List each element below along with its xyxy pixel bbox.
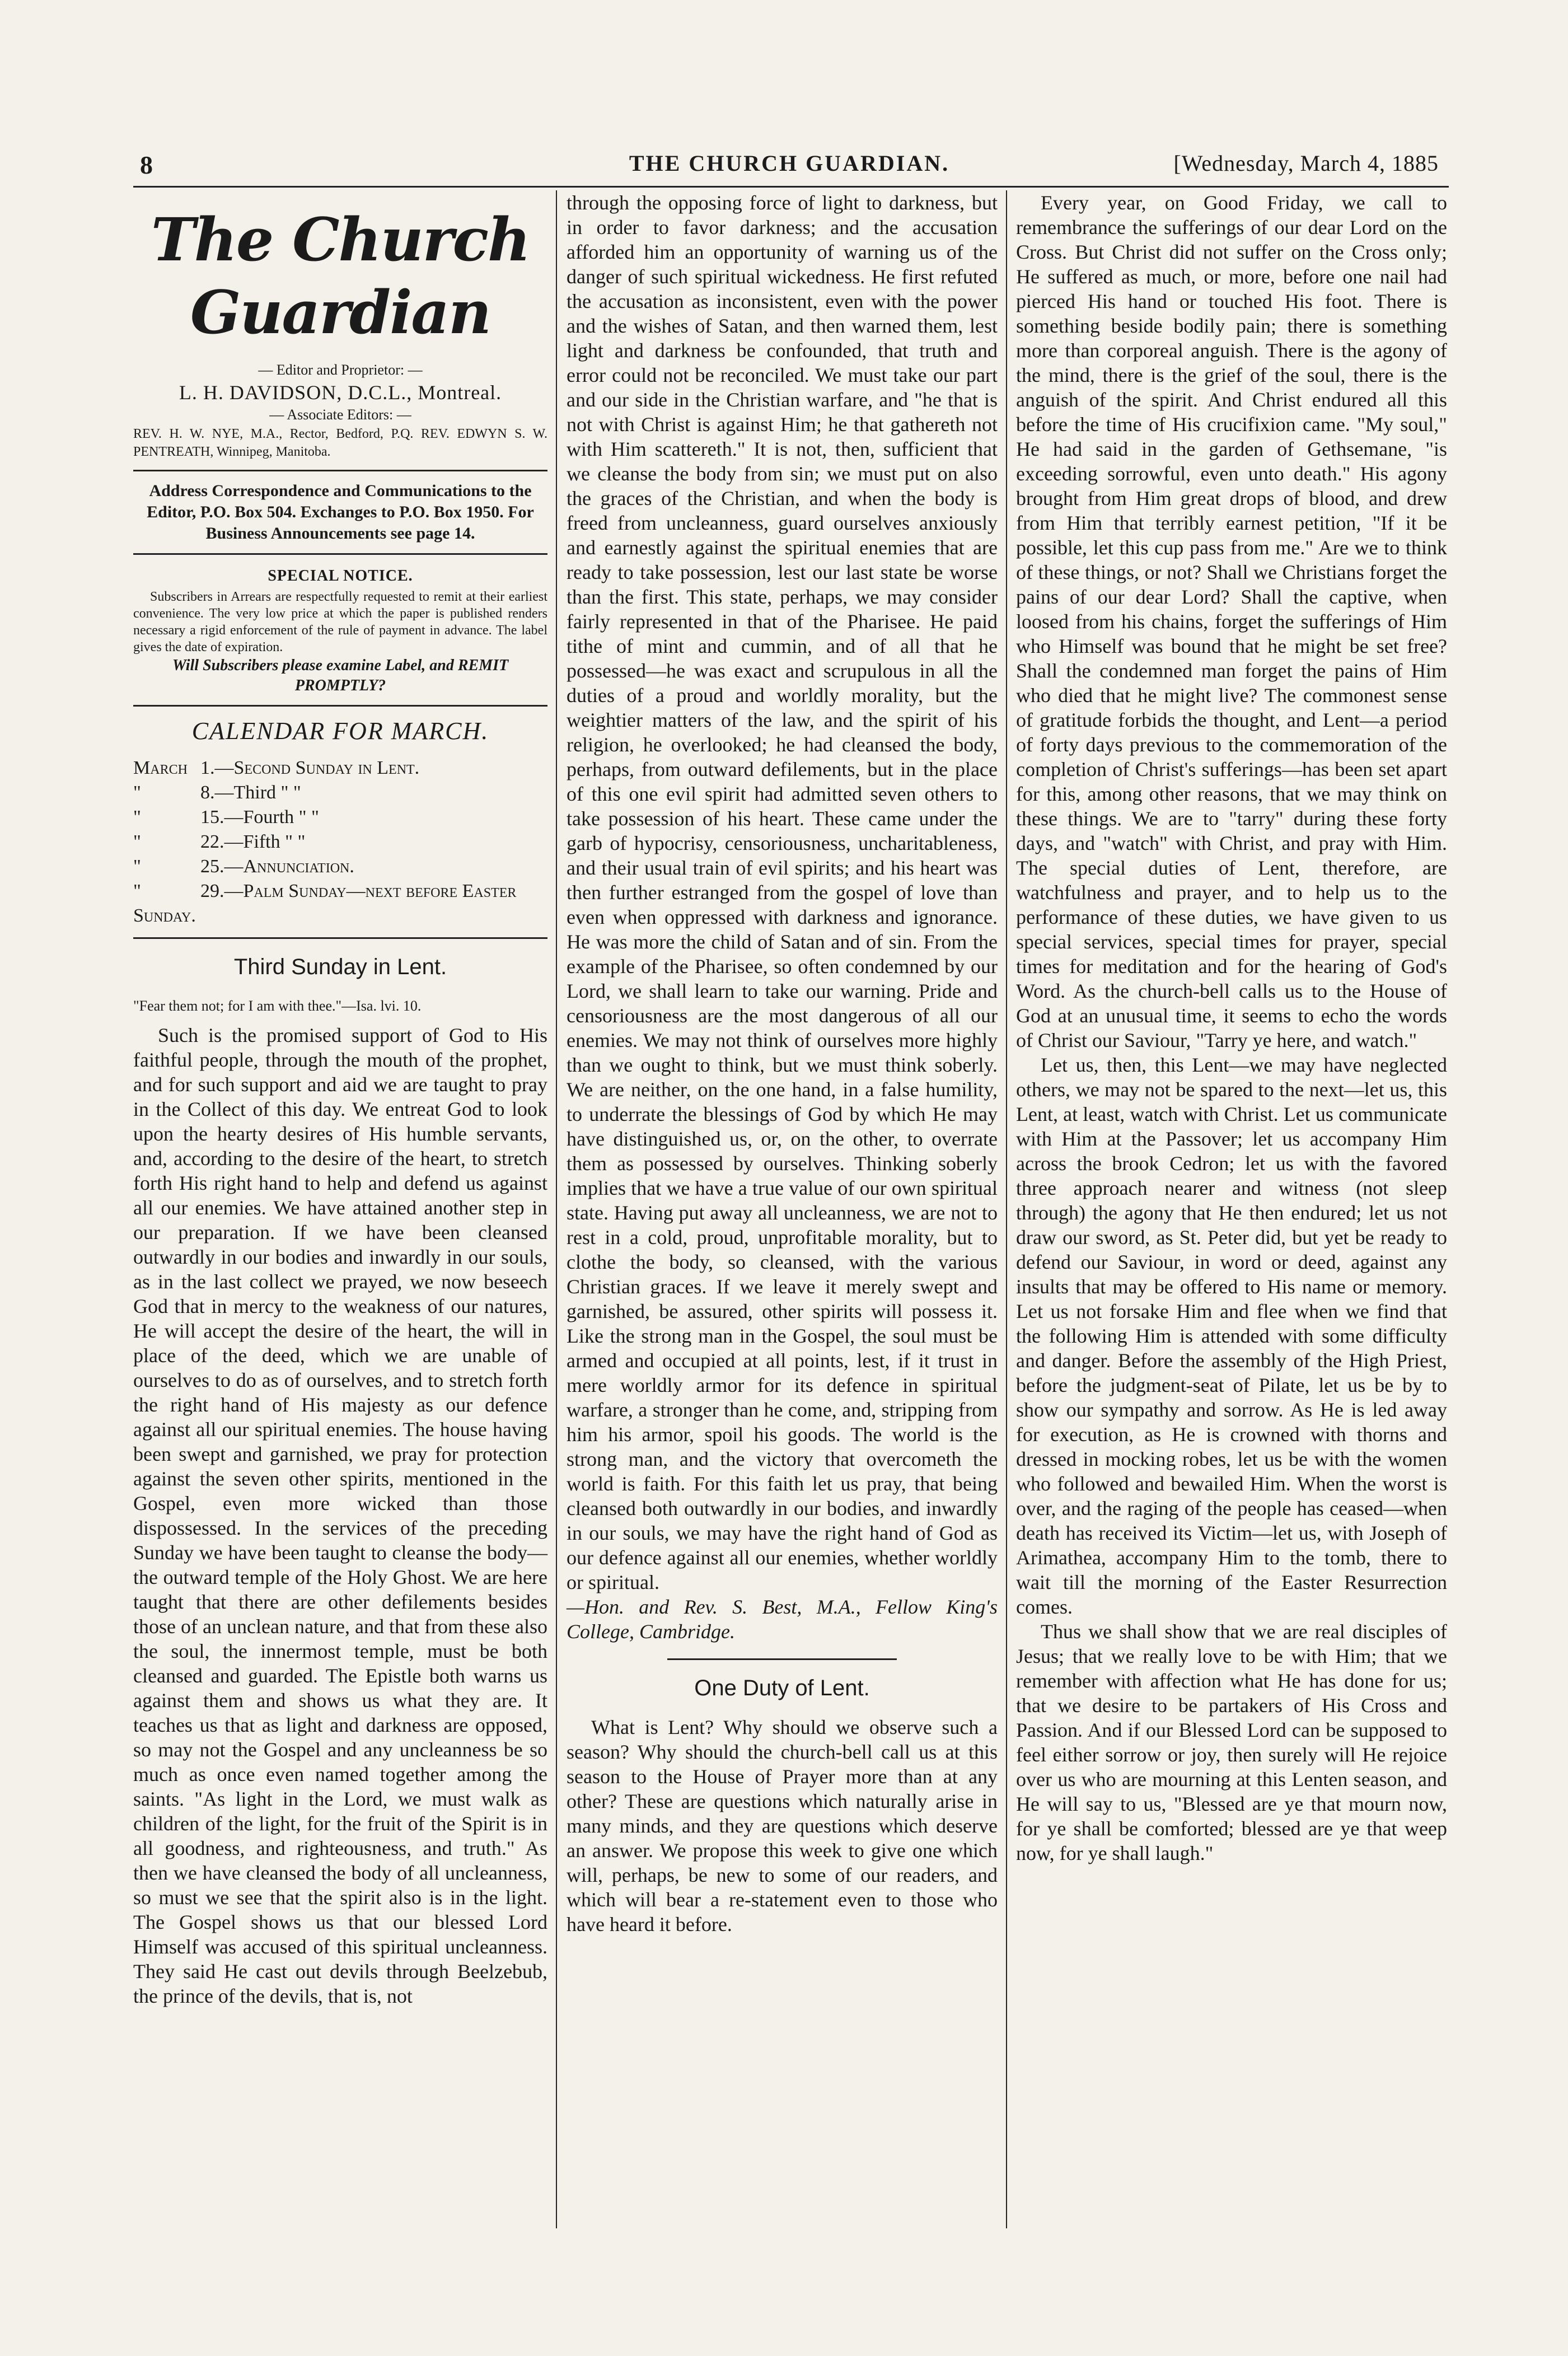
masthead-divider — [133, 470, 547, 471]
calendar-entry: 29.—Palm Sunday—next before Easter Sunday. — [133, 881, 517, 926]
article-body: What is Lent? Why should we observe such a season? Why should the church-bell call us at this season to the House of Prayer more than at any other? These are questions which naturally arise in many minds, and they are questions which deserve an answer. We propose this week to give one which will, perhaps, be new to some of our readers, and which will bear a re-statement even to those who have heard it before. — [567, 1716, 998, 1936]
running-head — [140, 150, 1439, 189]
special-notice-heading: SPECIAL NOTICE. — [268, 567, 413, 585]
article-epigraph: "Fear them not; for I am with thee."—Isa. lvi. 10. — [133, 998, 422, 1014]
calendar-row — [133, 854, 547, 879]
article-paragraph: Let us, then, this Lent—we may have neglected others, we may not be spared to the next—let us, this Lent, at least, watch with Christ. Let us communicate with Him at the Passover; let us accompany Him across the brook Cedron; let us with the favored three approach nearer and witness (not sleep through) the agony that He then endured; let us not draw our sword, as St. Peter did, but yet be ready to defend our Saviour, in word or deed, against any insults that may be offered to His name or memory. Let us not forsake Him and flee when we find that the following Him is attended with some difficulty and danger. Before the assembly of the High Priest, before the judgment-seat of Pilate, let us be by to show our sympathy and sorrow. As He is led away for execution, as He is crowned with thorns and dressed in mocking robes, let us be with the women who followed and bewailed Him. When the worst is over, and the raging of the people has ceased—when death has received its Victim—let us, with Joseph of Arimathea, accompany Him to the tomb, there to wait till the morning of the Easter Resurrection comes. — [1016, 1054, 1447, 1618]
address-divider — [133, 553, 547, 555]
header-rule — [133, 186, 1449, 188]
calendar-entry: 22.—Fifth " " — [200, 831, 306, 852]
calendar-month: " — [133, 881, 141, 901]
calendar-month: " — [133, 782, 141, 803]
calendar-entry: 8.—Third " " — [200, 782, 301, 803]
calendar-row — [133, 879, 547, 928]
issue-date: [Wednesday, March 4, 1885 — [1173, 151, 1439, 176]
article-signature: —Hon. and Rev. S. Best, M.A., Fellow King's College, Cambridge. — [567, 1596, 998, 1643]
address-notice: Address Correspondence and Communications to the Editor, P.O. Box 504. Exchanges to P.O. Box 1950. For Business Announcements see page 14. — [147, 482, 534, 543]
calendar-row — [133, 830, 547, 854]
calendar-row — [133, 756, 547, 780]
article-body-continued: through the opposing force of light to darkness, but in order to favor darkness; and the accusation afforded him an opportunity of warning us of the danger of such spiritual wickedness. He first refuted the accusation as inconsistent, even with the power and the wishes of Satan, and then warned them, lest light and darkness be confounded, that truth and error could not be reconciled. We must take our part and our side in the Christian warfare, and "he that is not with Christ is against Him; he that gathereth not with Him scattereth." It is not, then, sufficient that we cleanse the body from sin; we must put on also the graces of the Christian, and when the body is freed from uncleanness, guard ourselves anxiously and earnestly against the spiritual enemies that are ready to take possession, lest our last state be worse than the first. This state, perhaps, we may consider fairly represented in that of the Pharisee. He paid tithe of mint and cummin, and of all that he possessed—he was exact and scrupulous in all the duties of a proud and worldly morality, but the weightier matters of the law, and the spirit of his religion, he overlooked; he had cleansed the body, perhaps, from outward defilements, but in the place of this one evil spirit had admitted seven others to take possession of his heart. These came under the garb of hypocrisy, censoriousness, uncharitableness, and their usual train of evil spirits; and his heart was then further estranged from the gospel of love than even when oppressed with darkness and ignorance. He was more the child of Satan and of sin. From the example of the Pharisee, so often condemned by our Lord, we shall learn to take our warning. Pride and censoriousness are the most dangerous of all our enemies. We may not think of ourselves more highly than we ought to think, but we must think soberly. We are neither, on the one hand, in a false humility, to underrate the blessings of God by which He may have distinguished us, or, on the other, to overrate them as possessed by ourselves. Thinking soberly implies that we have a true value of our own spiritual state. Having put away all uncleanness, we are not to rest in a cold, proud, unprofitable morality, but to clothe the body, so cleansed, with the various Christian graces. If we leave it merely swept and garnished, be assured, other spirits will possess it. Like the strong man in the Gospel, the soul must be armed and occupied at all points, lest, if it trust in mere worldly armor for its defence in spiritual warfare, a stronger than he come, and, stripping from him his armor, spoil his goods. The world is the strong man, and the victory that overcometh the world is faith. For this faith let us pray, that being cleansed both outwardly in our bodies, and inwardly in our souls, we may have the right hand of God as our defence against all our enemies, whether worldly or spiritual. — [567, 191, 998, 1593]
article-paragraph: Every year, on Good Friday, we call to remembrance the sufferings of our dear Lord on the Cross. But Christ did not suffer on the Cross only; He suffered as much, or more, before one nail had pierced His hand or touched His foot. There is something beside bodily pain; there is something more than corporeal anguish. There is the agony of the mind, there is the grief of the soul, there is the anguish of the spirit. And Christ endured all this before the time of His crucifixion came. "My soul," He had said in the garden of Gethsemane, "is exceeding sorrowful, even unto death." His agony brought from Him great drops of blood, and drew from Him that terribly earnest petition, "If it be possible, let this cup pass from me." Are we to think of these things, or not? Shall we Christians forget the pains of our dear Lord? Shall the captive, when loosed from his chains, forget the sufferings of Him who Himself was bound that he might be set free? Shall the condemned man forget the pains of Him who died that he might live? The commonest sense of gratitude forbids the thought, and Lent—a period of forty days previous to the commemoration of the completion of Christ's sufferings—has been set apart for this, among other reasons, that we may think on these things. We are to "tarry" during these forty days, and "watch" with Christ, and pray with Him. The special duties of Lent, therefore, are watchfulness and prayer, and to help us to the performance of these duties, we have given to us special services, special times for prayer, special times for meditation and for the hearing of God's Word. As the church-bell calls us to the House of God at an unusual time, it seems to echo the words of Christ our Saviour, "Tarry ye here, and watch." — [1016, 191, 1447, 1051]
calendar-divider — [133, 937, 547, 939]
calendar-entry: 15.—Fourth " " — [200, 807, 319, 828]
column-1 — [133, 199, 547, 2008]
column-rule-1 — [556, 190, 557, 2228]
column-2 — [567, 190, 998, 1937]
editor-name: L. H. DAVIDSON, D.C.L., Montreal. — [179, 381, 502, 404]
editor-label: — Editor and Proprietor: — — [258, 362, 423, 378]
column-rule-2 — [1006, 190, 1007, 2228]
article-heading-third-sunday: Third Sunday in Lent. — [233, 955, 447, 979]
calendar-month: " — [133, 807, 141, 828]
calendar-row — [133, 780, 547, 805]
page-number: 8 — [140, 151, 153, 179]
calendar-title: CALENDAR FOR MARCH. — [191, 717, 489, 745]
article-body: Such is the promised support of God to His faithful people, through the mouth of the prophet, and for such support and aid we are taught to pray in the Collect of this day. We entreat God to look upon the hearty desires of His humble servants, and, according to the desire of the heart, to stretch forth His right hand to help and defend us against all our enemies. We have attained another step in our preparation. If we have been cleansed outwardly in our bodies and inwardly in our souls, as in the last collect we prayed, we now beseech God that in mercy to the weakness of our natures, He will accept the desire of the heart, the will in place of the deed, which we are unable of ourselves to do as of ourselves, and to stretch forth the right hand of His majesty as our defence against all our spiritual enemies. The house having been swept and garnished, we pray for protection against the seven other spirits, mentioned in the Gospel, even more wicked than those dispossessed. In the services of the preceding Sunday we have been taught to cleanse the body—the outward temple of the Holy Ghost. We are here taught that there are other defilements besides those of an unclean nature, and that from these also the soul, the innermost temple, must be both cleansed and guarded. The Epistle both warns us against them and shows us what they are. It teaches us that as light and darkness are opposed, so may not the Gospel and any uncleanness be so much as once even named together among the saints. "As light in the Lord, we must walk as children of the light, for the fruit of the Spirit is in all goodness, and righteousness, and truth." As then we have cleansed the body of all uncleanness, so must we see that the spirit also is in the light. The Gospel shows us that our blessed Lord Himself was accused of this spiritual uncleanness. They said He cast out devils through Beelzebub, the prince of the devils, that is, not — [133, 1024, 547, 2007]
article-paragraph: Thus we shall show that we are real disciples of Jesus; that we really love to be with Him; that we remember with affection what He has done for us; that we desire to be partakers of His Cross and Passion. And if our Blessed Lord can be supposed to feel either sorrow or joy, then surely will He rejoice over us who are mourning at this Lenten season, and He will say to us, "Blessed are ye that mourn now, for ye shall be comforted; blessed are ye that weep now, for ye shall laugh." — [1016, 1620, 1447, 1864]
calendar-entry: 1.—Second Sunday in Lent. — [200, 758, 420, 778]
remit-call: Will Subscribers please examine Label, and REMIT PROMPTLY? — [172, 657, 509, 694]
calendar-entry: 25.—Annunciation. — [200, 856, 354, 877]
associate-editors: REV. H. W. NYE, M.A., Rector, Bedford, P.Q. REV. EDWYN S. W. PENTREATH, Winnipeg, Manitoba. — [133, 427, 547, 459]
calendar-month: " — [133, 856, 141, 877]
running-title: THE CHURCH GUARDIAN. — [629, 151, 950, 176]
notice-divider — [133, 705, 547, 707]
calendar-month: " — [133, 831, 141, 852]
calendar-list — [133, 756, 547, 928]
article-heading-one-duty: One Duty of Lent. — [694, 1676, 870, 1700]
special-notice-text: Subscribers in Arrears are respectfully requested to remit at their earliest convenience. The very low price at which the paper is published renders necessary a rigid enforcement of the rule of payment in advance. The label gives the date of expiration. — [133, 590, 547, 655]
masthead-title: The Church Guardian — [151, 204, 530, 347]
calendar-row — [133, 805, 547, 830]
article-divider — [667, 1658, 897, 1660]
column-3 — [1016, 190, 1447, 1866]
calendar-month: March — [133, 758, 188, 778]
associate-label: — Associate Editors: — — [269, 406, 411, 423]
